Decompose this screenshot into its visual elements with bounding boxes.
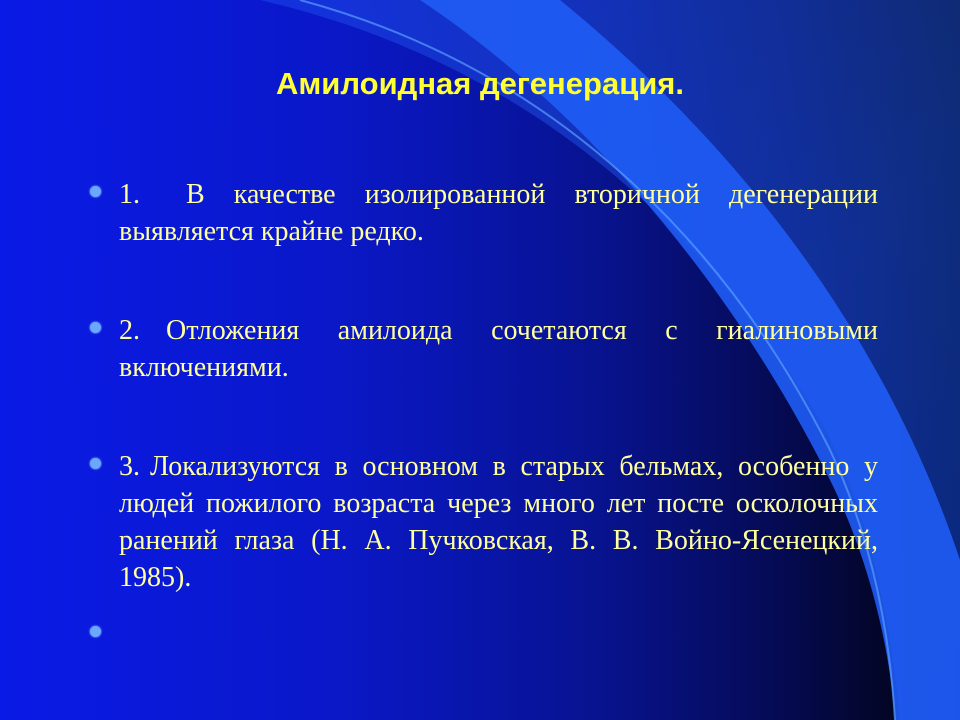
bullet-item-3 xyxy=(90,448,878,596)
slide-title: Амилоидная дегенерация. xyxy=(275,66,685,101)
bullet-text: В качестве изолированной вторичной дегенерации выявляется крайне редко. xyxy=(119,179,878,247)
bullet-item-4-empty xyxy=(90,616,878,653)
bullet-number: 1. xyxy=(119,179,140,210)
bullet-dot-icon xyxy=(90,626,101,637)
bullet-dot-icon xyxy=(90,186,101,197)
bullet-text: Отложения амилоида сочетаются с гиалиновыми включениями. xyxy=(119,315,878,383)
bullet-item-2 xyxy=(90,312,878,386)
bullet-dot-icon xyxy=(90,458,101,469)
bullet-number: 3. xyxy=(119,451,140,482)
bullet-item-1 xyxy=(90,176,878,250)
bullet-number: 2. xyxy=(119,315,140,346)
bullet-list xyxy=(90,176,878,653)
bullet-text: Локализуются в основном в старых бельмах, особенно у людей пожилого возраста через много лет посте осколочных ранений глаза (Н. А. Пучковская, В. В. Войно-Ясенецкий, 1985). xyxy=(119,451,878,593)
bullet-dot-icon xyxy=(90,322,101,333)
